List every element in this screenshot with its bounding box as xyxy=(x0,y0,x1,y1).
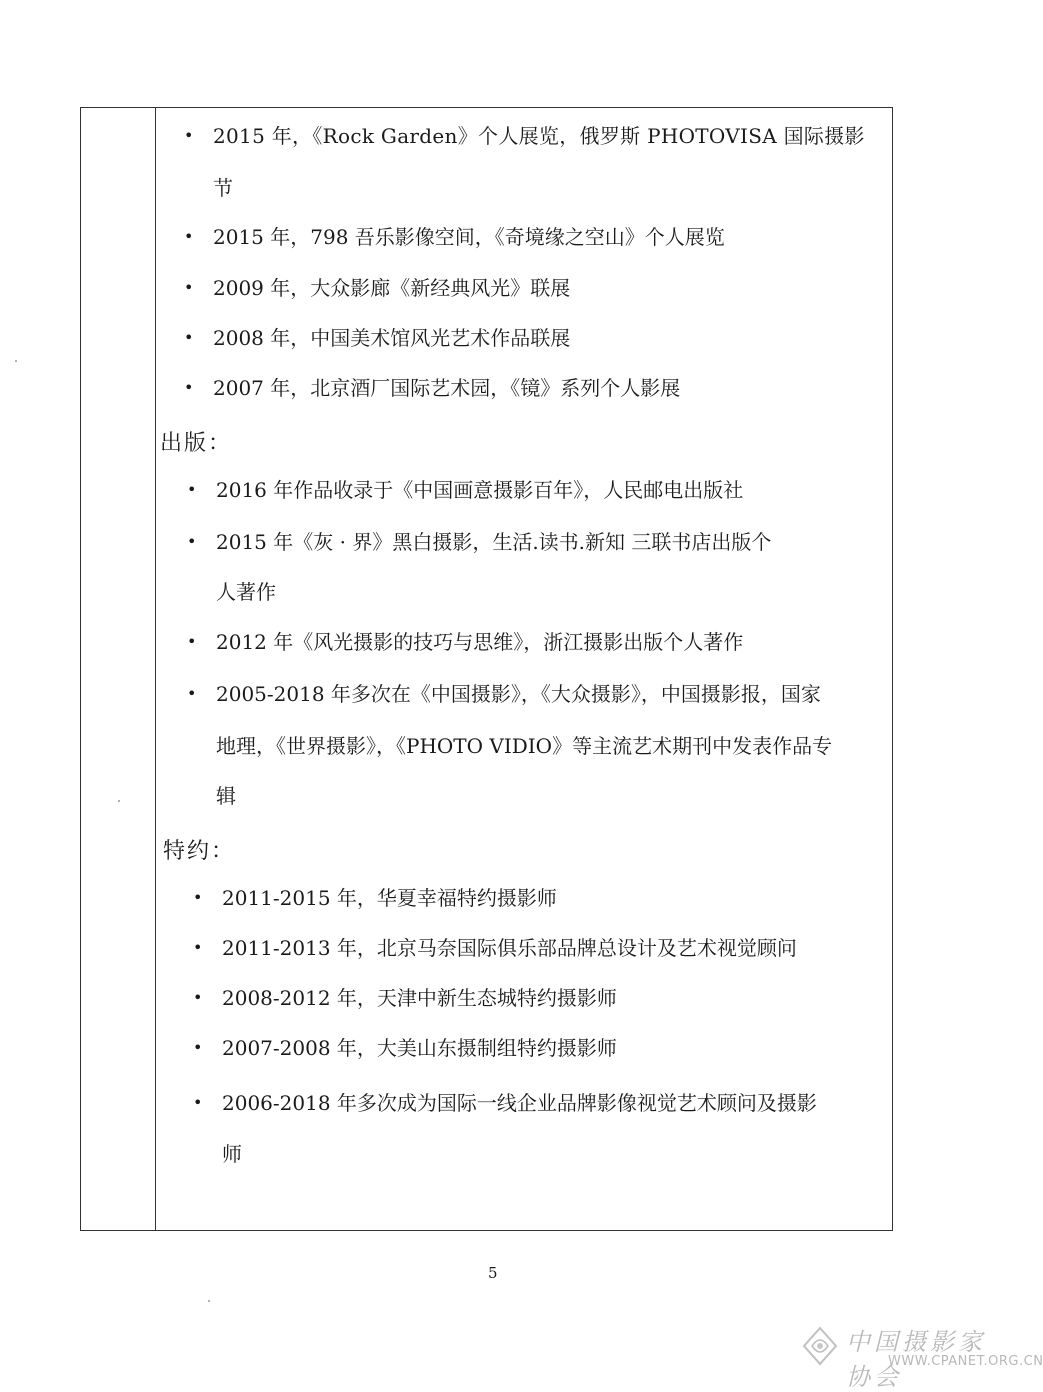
scan-speck xyxy=(208,1300,210,1302)
bullet-icon: • xyxy=(184,126,194,145)
list-item-continuation: 地理，《世界摄影》，《PHOTO VIDIO》等主流艺术期刊中发表作品专 xyxy=(216,734,833,758)
list-item: 2006-2018 年多次成为国际一线企业品牌影像视觉艺术顾问及摄影 xyxy=(222,1091,817,1115)
list-item-continuation: 辑 xyxy=(216,784,236,808)
bullet-icon: • xyxy=(184,278,194,297)
list-item: 2008-2012 年，天津中新生态城特约摄影师 xyxy=(222,986,617,1010)
list-item: 2005-2018 年多次在《中国摄影》，《大众摄影》，中国摄影报，国家 xyxy=(216,682,821,706)
list-item: 2012 年《风光摄影的技巧与思维》，浙江摄影出版个人著作 xyxy=(216,630,744,654)
watermark xyxy=(800,1322,1043,1391)
scan-speck xyxy=(118,800,120,802)
bullet-icon: • xyxy=(187,532,197,551)
bullet-icon: • xyxy=(193,988,203,1007)
bullet-icon: • xyxy=(184,378,194,397)
section-title-special: 特约： xyxy=(163,839,236,864)
bullet-icon: • xyxy=(193,938,203,957)
bullet-icon: • xyxy=(187,684,197,703)
section-title-publishing: 出版： xyxy=(160,431,233,456)
list-item-continuation: 师 xyxy=(222,1142,242,1166)
list-item: 2007 年，北京酒厂国际艺术园，《镜》系列个人影展 xyxy=(213,376,681,400)
bullet-icon: • xyxy=(193,1038,203,1057)
list-item: 2007-2008 年，大美山东摄制组特约摄影师 xyxy=(222,1036,617,1060)
bullet-icon: • xyxy=(184,227,194,246)
list-item-continuation: 节 xyxy=(213,176,233,200)
bullet-icon: • xyxy=(193,888,203,907)
list-item: 2008 年，中国美术馆风光艺术作品联展 xyxy=(213,326,571,350)
list-item: 2015 年，798 吾乐影像空间，《奇境缘之空山》个人展览 xyxy=(213,225,725,249)
bullet-icon: • xyxy=(193,1093,203,1112)
bullet-icon: • xyxy=(187,480,197,499)
list-item: 2015 年《灰 · 界》黑白摄影，生活.读书.新知 三联书店出版个 xyxy=(216,530,772,554)
watermark-url: WWW.CPANET.ORG.CN xyxy=(888,1354,1043,1369)
cpa-logo-icon xyxy=(800,1324,840,1368)
list-item: 2011-2013 年，北京马奈国际俱乐部品牌总设计及艺术视觉顾问 xyxy=(222,936,797,960)
watermark-name: 中国摄影家协会 xyxy=(846,1328,986,1391)
list-item: 2016 年作品收录于《中国画意摄影百年》，人民邮电出版社 xyxy=(216,478,744,502)
list-item: 2011-2015 年，华夏幸福特约摄影师 xyxy=(222,886,557,910)
table-column-divider xyxy=(155,107,156,1231)
bullet-icon: • xyxy=(187,632,197,651)
scan-speck xyxy=(15,360,17,362)
list-item: 2009 年，大众影廊《新经典风光》联展 xyxy=(213,276,571,300)
list-item: 2015 年，《Rock Garden》个人展览，俄罗斯 PHOTOVISA 国际摄影 xyxy=(213,124,865,148)
list-item-continuation: 人著作 xyxy=(216,580,276,604)
page-number: 5 xyxy=(488,1264,498,1282)
bullet-icon: • xyxy=(184,328,194,347)
